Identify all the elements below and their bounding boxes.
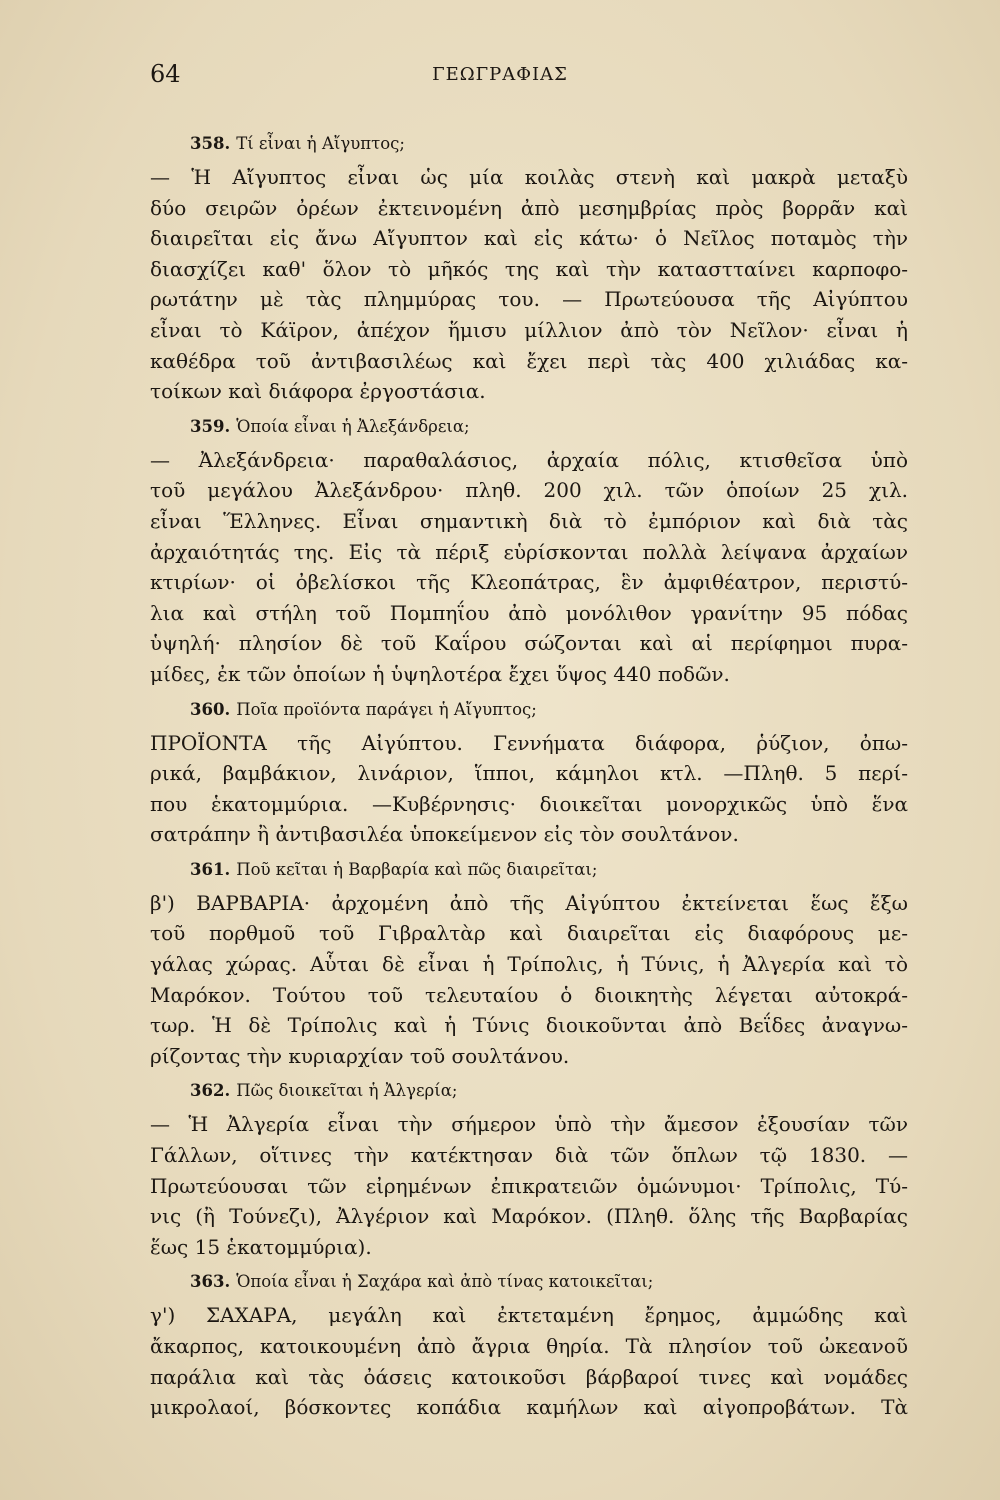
question-text: Ποῖα προϊόντα παράγει ἡ Αἴγυπτος; xyxy=(236,699,537,719)
text-line: ἕως 15 ἑκατομμύρια). xyxy=(150,1234,372,1259)
text-line: ρωτάτην μὲ τὰς πλημμύρας του. — Πρωτεύουσα τῆς Αἰγύπτου xyxy=(150,287,908,312)
text-line: Μαρόκον. Τούτου τοῦ τελευταίου ὁ διοικητὴς λέγεται αὐτοκρά- xyxy=(150,982,908,1007)
text-line: τωρ. Ἡ δὲ Τρίπολις καὶ ἡ Τύνις διοικοῦνται ἀπὸ Βεΐδες ἀναγνω- xyxy=(150,1013,908,1038)
question-number: 362. xyxy=(190,1081,231,1101)
answer-paragraph xyxy=(150,162,908,407)
question-heading xyxy=(190,132,908,156)
question-heading xyxy=(190,1270,908,1294)
text-line: διαιρεῖται εἰς ἄνω Αἴγυπτον καὶ εἰς κάτω· ὁ Νεῖλος ποταμὸς τὴν xyxy=(150,226,908,251)
text-line: εἶναι τὸ Κάϊρον, ἀπέχον ἥμισυ μίλλιον ἀπὸ τὸν Νεῖλον· εἶναι ἡ xyxy=(150,317,908,342)
question-text: Ὁποία εἶναι ἡ Ἀλεξάνδρεια; xyxy=(236,416,470,436)
question-text: Ὁποία εἶναι ἡ Σαχάρα καὶ ἀπὸ τίνας κατοικεῖται; xyxy=(236,1272,654,1292)
answer-paragraph xyxy=(150,728,908,850)
question-heading xyxy=(190,858,908,882)
text-line: νις (ἢ Τούνεζι), Ἀλγέριον καὶ Μαρόκον. (Πληθ. ὅλης τῆς Βαρβαρίας xyxy=(150,1204,908,1229)
text-line: ρικά, βαμβάκιον, λινάριον, ἵπποι, κάμηλοι κτλ. —Πληθ. 5 περί- xyxy=(150,761,908,786)
text-line: Γάλλων, οἵτινες τὴν κατέκτησαν διὰ τῶν ὅπλων τῷ 1830. — xyxy=(150,1143,908,1168)
text-line: ΠΡΟΪΟΝΤΑ τῆς Αἰγύπτου. Γεννήματα διάφορα, ῥύζιον, ὀπω- xyxy=(150,730,908,755)
question-heading xyxy=(190,698,908,722)
text-line: διασχίζει καθ' ὅλον τὸ μῆκός της καὶ τὴν καταστταίνει καρποφο- xyxy=(150,256,908,281)
question-number: 360. xyxy=(190,699,231,719)
text-line: τοῦ πορθμοῦ τοῦ Γιβραλτὰρ καὶ διαιρεῖται εἰς διαφόρους με- xyxy=(150,921,908,946)
text-line: καθέδρα τοῦ ἀντιβασιλέως καὶ ἔχει περὶ τὰς 400 χιλιάδας κα- xyxy=(150,348,908,373)
text-line: δύο σειρῶν ὀρέων ἐκτεινομένη ἀπὸ μεσημβρίας πρὸς βορρᾶν καὶ xyxy=(150,195,908,220)
text-line: εἶναι Ἕλληνες. Εἶναι σημαντικὴ διὰ τὸ ἐμπόριον καὶ διὰ τὰς xyxy=(150,508,908,533)
question-heading xyxy=(190,1079,908,1103)
answer-paragraph xyxy=(150,888,908,1072)
text-line: — Ἡ Αἴγυπτος εἶναι ὡς μία κοιλὰς στενὴ καὶ μακρὰ μεταξὺ xyxy=(150,165,908,189)
text-line: ἄκαρπος, κατοικουμένη ἀπὸ ἄγρια θηρία. Τὰ πλησίον τοῦ ὠκεανοῦ xyxy=(150,1334,908,1358)
text-line: — Ἀλεξάνδρεια· παραθαλάσιος, ἀρχαία πόλις, κτισθεῖσα ὑπὸ xyxy=(150,447,908,472)
text-line: που ἑκατομμύρια. —Κυβέρνησις· διοικεῖται μονορχικῶς ὑπὸ ἕνα xyxy=(150,791,908,816)
page-body xyxy=(150,124,908,1423)
text-line: σατράπην ἢ ἀντιβασιλέα ὑποκείμενον εἰς τὸν σουλτάνον. xyxy=(150,822,739,847)
text-line: παράλια καὶ τὰς ὀάσεις κατοικοῦσι βάρβαροί τινες καὶ νομάδες xyxy=(150,1364,908,1389)
question-text: Πῶς διοικεῖται ἡ Ἀλγερία; xyxy=(236,1081,458,1101)
text-line: ρίζοντας τὴν κυριαρχίαν τοῦ σουλτάνου. xyxy=(150,1043,570,1068)
text-line: μικρολαοί, βόσκοντες κοπάδια καμήλων καὶ αἰγοπροβάτων. Τὰ xyxy=(150,1395,908,1420)
text-line: Πρωτεύουσαι τῶν εἰρημένων ἐπικρατειῶν ὁμώνυμοι· Τρίπολις, Τύ- xyxy=(150,1173,908,1198)
text-line: ἀρχαιότητάς της. Εἰς τὰ πέριξ εὑρίσκονται πολλὰ λείψανα ἀρχαίων xyxy=(150,539,908,564)
question-number: 361. xyxy=(190,859,231,879)
text-line: γάλας χώρας. Αὗται δὲ εἶναι ἡ Τρίπολις, ἡ Τύνις, ἡ Ἀλγερία καὶ τὸ xyxy=(150,952,908,977)
answer-paragraph xyxy=(150,1109,908,1262)
question-heading xyxy=(190,415,908,439)
question-number: 358. xyxy=(190,134,231,153)
running-head xyxy=(0,60,1000,100)
text-line: ὑψηλή· πλησίον δὲ τοῦ Καΐρου σώζονται καὶ αἱ περίφημοι πυρα- xyxy=(150,631,908,656)
text-line: κτιρίων· οἱ ὀβελίσκοι τῆς Κλεοπάτρας, ἓν ἀμφιθέατρον, περιστύ- xyxy=(150,570,908,595)
text-line: γ') ΣΑΧΑΡΑ, μεγάλη καὶ ἐκτεταμένη ἔρημος, ἀμμώδης καὶ xyxy=(150,1303,908,1328)
question-number: 359. xyxy=(190,416,231,436)
running-title: ΓΕΩΓΡΑΦΙΑΣ xyxy=(432,64,568,85)
answer-paragraph xyxy=(150,1300,908,1422)
answer-paragraph xyxy=(150,445,908,690)
question-text: Ποῦ κεῖται ἡ Βαρβαρία καὶ πῶς διαιρεῖται; xyxy=(236,859,598,879)
page-number: 64 xyxy=(150,60,181,88)
text-line: λια καὶ στήλη τοῦ Πομπηΐου ἀπὸ μονόλιθον γρανίτην 95 πόδας xyxy=(150,600,908,625)
question-text: Τί εἶναι ἡ Αἴγυπτος; xyxy=(236,134,405,153)
text-line: — Ἡ Ἀλγερία εἶναι τὴν σήμερον ὑπὸ τὴν ἄμεσον ἐξουσίαν τῶν xyxy=(150,1112,908,1137)
question-number: 363. xyxy=(190,1272,231,1292)
text-line: μίδες, ἐκ τῶν ὁποίων ἡ ὑψηλοτέρα ἔχει ὕψος 440 ποδῶν. xyxy=(150,661,730,686)
text-line: β') ΒΑΡΒΑΡΙΑ· ἀρχομένη ἀπὸ τῆς Αἰγύπτου ἐκτείνεται ἕως ἔξω xyxy=(150,890,908,915)
text-line: τοίκων καὶ διάφορα ἐργοστάσια. xyxy=(150,379,486,404)
text-line: τοῦ μεγάλου Ἀλεξάνδρου· πληθ. 200 χιλ. τῶν ὁποίων 25 χιλ. xyxy=(150,478,908,503)
